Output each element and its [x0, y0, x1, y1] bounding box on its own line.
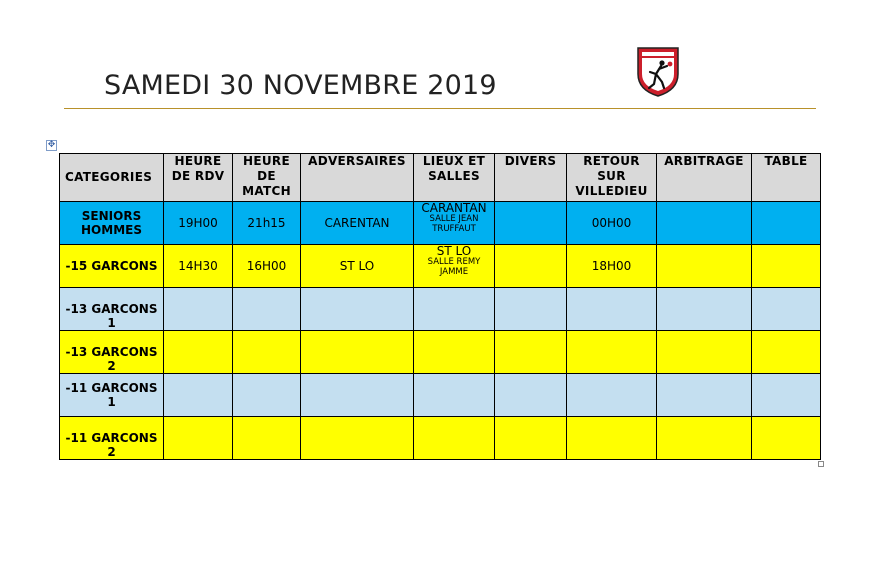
rdv-cell[interactable]: 19H00: [164, 202, 233, 245]
header-retour: RETOUR SUR VILLEDIEU: [567, 154, 657, 202]
retour-cell[interactable]: 00H00: [567, 202, 657, 245]
lieu-cell[interactable]: [414, 288, 495, 331]
table-row: [60, 202, 821, 245]
table-cell[interactable]: [752, 245, 821, 288]
adversaire-cell[interactable]: CARENTAN: [301, 202, 414, 245]
arbitrage-cell[interactable]: [657, 245, 752, 288]
arbitrage-cell[interactable]: [657, 288, 752, 331]
match-cell[interactable]: [233, 331, 301, 374]
adversaire-cell[interactable]: [301, 374, 414, 417]
adversaire-cell[interactable]: ST LO: [301, 245, 414, 288]
header-table: TABLE: [752, 154, 821, 202]
lieu-cell[interactable]: [414, 245, 495, 288]
table-row: [60, 245, 821, 288]
arbitrage-cell[interactable]: [657, 374, 752, 417]
rdv-cell[interactable]: [164, 374, 233, 417]
lieu-cell[interactable]: [414, 331, 495, 374]
match-cell[interactable]: 21h15: [233, 202, 301, 245]
header-adversaires: ADVERSAIRES: [301, 154, 414, 202]
table-cell[interactable]: [752, 374, 821, 417]
page-title: SAMEDI 30 NOVEMBRE 2019: [104, 70, 497, 101]
header-divers: DIVERS: [495, 154, 567, 202]
match-cell[interactable]: [233, 374, 301, 417]
category-cell[interactable]: -11 GARCONS 1: [60, 374, 164, 417]
header-lieux-salles: LIEUX ET SALLES: [414, 154, 495, 202]
retour-cell[interactable]: [567, 374, 657, 417]
schedule-table: [59, 153, 821, 460]
divers-cell[interactable]: [495, 202, 567, 245]
arbitrage-cell[interactable]: [657, 417, 752, 460]
adversaire-cell[interactable]: [301, 331, 414, 374]
table-resize-handle[interactable]: [818, 461, 824, 467]
header-heure-match: HEURE DE MATCH: [233, 154, 301, 202]
divers-cell[interactable]: [495, 417, 567, 460]
adversaire-cell[interactable]: [301, 417, 414, 460]
arbitrage-cell[interactable]: [657, 331, 752, 374]
table-move-handle-icon[interactable]: ✥: [47, 140, 56, 150]
match-cell[interactable]: [233, 417, 301, 460]
category-cell[interactable]: -15 GARCONS: [60, 245, 164, 288]
category-cell[interactable]: SENIORS HOMMES: [60, 202, 164, 245]
retour-cell[interactable]: [567, 331, 657, 374]
header-row: [60, 154, 821, 202]
match-cell[interactable]: [233, 288, 301, 331]
table-row: [60, 331, 821, 374]
club-logo: [634, 44, 682, 98]
table-row: [60, 374, 821, 417]
retour-cell[interactable]: [567, 288, 657, 331]
category-cell[interactable]: -13 GARCONS 2: [60, 331, 164, 374]
rdv-cell[interactable]: [164, 288, 233, 331]
title-underline: [64, 108, 816, 109]
retour-cell[interactable]: [567, 417, 657, 460]
arbitrage-cell[interactable]: [657, 202, 752, 245]
rdv-cell[interactable]: 14H30: [164, 245, 233, 288]
adversaire-cell[interactable]: [301, 288, 414, 331]
category-cell[interactable]: -11 GARCONS 2: [60, 417, 164, 460]
lieu-city: ST LO: [436, 244, 472, 258]
lieu-cell[interactable]: [414, 374, 495, 417]
divers-cell[interactable]: [495, 245, 567, 288]
table-row: [60, 417, 821, 460]
rdv-cell[interactable]: [164, 331, 233, 374]
match-cell[interactable]: 16H00: [233, 245, 301, 288]
divers-cell[interactable]: [495, 331, 567, 374]
divers-cell[interactable]: [495, 374, 567, 417]
table-cell[interactable]: [752, 202, 821, 245]
rdv-cell[interactable]: [164, 417, 233, 460]
table-cell[interactable]: [752, 288, 821, 331]
divers-cell[interactable]: [495, 288, 567, 331]
header-categories: CATEGORIES: [60, 154, 164, 202]
table-cell[interactable]: [752, 331, 821, 374]
category-cell[interactable]: -13 GARCONS 1: [60, 288, 164, 331]
table-cell[interactable]: [752, 417, 821, 460]
header-heure-rdv: HEURE DE RDV: [164, 154, 233, 202]
lieu-city: CARANTAN: [421, 201, 487, 215]
lieu-salle: SALLE JEAN TRUFFAUT: [429, 214, 479, 234]
retour-cell[interactable]: 18H00: [567, 245, 657, 288]
header-arbitrage: ARBITRAGE: [657, 154, 752, 202]
lieu-cell[interactable]: [414, 417, 495, 460]
lieu-salle: SALLE REMY JAMME: [427, 257, 481, 277]
lieu-cell[interactable]: [414, 202, 495, 245]
table-row: [60, 288, 821, 331]
